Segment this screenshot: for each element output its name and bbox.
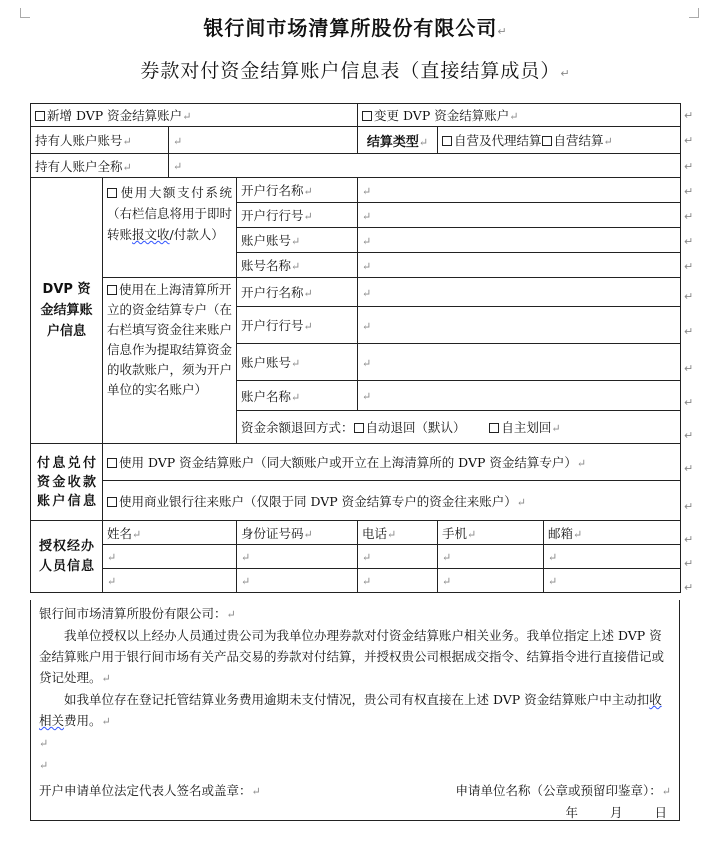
paragraph-mark: ↵	[107, 575, 117, 588]
dvp-large-payment-option[interactable]	[103, 178, 237, 278]
agent-col-label: 电话	[362, 525, 388, 541]
row-agent-header	[31, 521, 681, 545]
holder-full-name-label-cell	[31, 154, 169, 178]
dvp-large-field-account-name	[237, 253, 358, 278]
row-holder-full-name	[31, 154, 681, 178]
paragraph-mark: ↵	[291, 390, 301, 404]
paragraph-mark: ↵	[442, 575, 452, 588]
page-corner-mark	[689, 8, 699, 18]
payment-option2-cell[interactable]	[103, 481, 681, 521]
dvp-shclear-text	[107, 280, 232, 400]
paragraph-mark: ↵	[251, 785, 261, 798]
document-subtitle	[0, 56, 711, 83]
agent-email-input[interactable]	[544, 545, 681, 569]
legal-rep-signature[interactable]	[39, 780, 261, 802]
payment-commercial-label: 使用商业银行往来账户（仅限于同 DVP 资金结算专户的资金往来账户）	[119, 493, 517, 509]
paragraph-mark: ↵	[684, 462, 694, 475]
field-label: 账户账号	[241, 233, 292, 248]
agent-col-label: 身份证号码	[241, 525, 304, 541]
declaration-para2	[39, 689, 671, 732]
paragraph-mark: ↵	[182, 110, 192, 123]
row-payment-option1	[31, 444, 681, 481]
dvp-sh-bank-name-input[interactable]	[358, 278, 681, 307]
paragraph-mark: ↵	[303, 210, 313, 223]
agent-mobile-input[interactable]	[438, 545, 544, 569]
paragraph-mark: ↵	[573, 527, 583, 541]
agent-id-input[interactable]	[237, 545, 358, 569]
refund-manual-label: 自主划回	[501, 420, 552, 435]
paragraph-mark: ↵	[684, 500, 694, 513]
field-label: 开户行行号	[241, 318, 304, 333]
paragraph-mark: ↵	[362, 551, 372, 564]
paragraph-mark: ↵	[684, 260, 694, 273]
document-title	[0, 12, 711, 41]
dvp-shclear-option[interactable]	[103, 278, 237, 444]
paragraph-mark: ↵	[684, 533, 694, 546]
legal-rep-label: 开户申请单位法定代表人签名或盖章：	[39, 783, 252, 798]
agent-col-label: 姓名	[107, 525, 133, 541]
field-label: 账户名称	[241, 388, 292, 404]
paragraph-mark: ↵	[684, 160, 694, 173]
paragraph-mark: ↵	[684, 109, 694, 122]
paragraph-mark: ↵	[362, 356, 372, 370]
table-row	[31, 569, 681, 593]
paragraph-mark: ↵	[684, 557, 694, 570]
payment-dvp-checkbox[interactable]	[107, 458, 117, 468]
self-settlement-label: 自营结算	[553, 133, 604, 148]
change-account-label: 变更 DVP 资金结算账户	[374, 108, 510, 123]
paragraph-mark: ↵	[241, 575, 251, 588]
paragraph-mark: ↵	[516, 495, 526, 509]
settlement-type-label: 结算类型	[366, 134, 419, 150]
page-corner-mark	[20, 8, 30, 18]
dvp-large-bank-name-input[interactable]	[358, 178, 681, 203]
holder-account-no-input[interactable]	[169, 127, 358, 154]
paragraph-mark: ↵	[101, 715, 111, 728]
agent-col-label: 手机	[442, 525, 468, 541]
paragraph-mark: ↵	[548, 551, 558, 564]
paragraph-mark: ↵	[509, 110, 519, 123]
dvp-sh-field-bank-name	[237, 278, 358, 307]
row-account-action	[31, 104, 681, 127]
paragraph-mark: ↵	[122, 135, 132, 148]
paragraph-mark: ↵	[418, 135, 429, 149]
paragraph-mark: ↵	[560, 67, 571, 80]
paragraph-mark: ↵	[122, 160, 132, 174]
agent-name-input[interactable]	[103, 545, 237, 569]
new-account-checkbox[interactable]	[35, 111, 45, 121]
paragraph-mark: ↵	[362, 184, 372, 198]
paragraph-mark: ↵	[173, 160, 183, 173]
paragraph-mark: ↵	[173, 134, 183, 148]
dvp-large-account-name-input[interactable]	[358, 253, 681, 278]
paragraph-mark: ↵	[362, 259, 372, 273]
paragraph-mark: ↵	[362, 286, 372, 300]
paragraph-mark: ↵	[39, 737, 49, 750]
row-dvp-sh-bank-name	[31, 278, 681, 307]
signature-row	[39, 780, 671, 802]
shclear-label: 使用在上海清算所开立的资金结算专户（在右栏填写资金往来账户信息作为提取结算资金的收款账户，须为开户单位的实名账户）	[107, 282, 233, 397]
paragraph-mark: ↵	[684, 429, 694, 442]
payment-dvp-label: 使用 DVP 资金结算账户（同大额账户或开立在上海清算所的 DVP 资金结算专户）	[119, 455, 577, 470]
agent-col-name	[103, 521, 237, 545]
row-payment-option2	[31, 481, 681, 521]
large-payment-label: 使用大额支付系统（右栏信息将用于即时转账报文收/付款人）	[107, 185, 233, 242]
agent-section-label-cell	[31, 521, 103, 593]
paragraph-mark: ↵	[291, 235, 301, 248]
agent-phone-input[interactable]	[358, 545, 438, 569]
agent-id-input[interactable]	[237, 569, 358, 593]
payment-commercial-checkbox[interactable]	[107, 497, 117, 507]
document-subtitle-text: 券款对付资金结算账户信息表（直接结算成员）	[140, 60, 561, 82]
paragraph-mark: ↵	[684, 396, 694, 409]
agent-col-email	[544, 521, 681, 545]
para2-squiggle-text: 收相关	[39, 692, 662, 728]
paragraph-mark: ↵	[497, 25, 508, 38]
change-account-checkbox[interactable]	[362, 111, 372, 121]
paragraph-mark: ↵	[303, 527, 313, 541]
settlement-type-options	[438, 127, 681, 154]
proxy-settlement-label: 自营及代理结算	[454, 133, 542, 148]
field-label: 账号名称	[241, 258, 292, 273]
table-row	[31, 545, 681, 569]
paragraph-mark: ↵	[551, 422, 561, 435]
paragraph-mark: ↵	[291, 260, 301, 273]
para1-text: 我单位授权以上经办人员通过贵公司为我单位办理券款对付资金结算账户相关业务。我单位指定上述 DVP 资金结算账户用于银行间市场有关产品交易的券款对付结算，并授权贵公司根据成交指令、结算指令进行直接借记或贷记处理。	[39, 628, 665, 685]
applicant-seal-label: 申请单位名称（公章或预留印鉴章）：	[455, 783, 662, 798]
paragraph-mark: ↵	[303, 185, 313, 198]
paragraph-mark: ↵	[101, 672, 111, 685]
dvp-sh-account-name-input[interactable]	[358, 381, 681, 411]
holder-account-no-label-cell	[31, 127, 169, 154]
para2-text-end: 费用。	[64, 713, 102, 728]
refund-auto-checkbox[interactable]	[354, 423, 364, 433]
refund-method-label: 资金余额退回方式：	[241, 420, 354, 435]
agent-col-phone	[358, 521, 438, 545]
declaration-block	[30, 600, 680, 821]
dvp-large-field-bank-code	[237, 203, 358, 228]
change-account-cell[interactable]	[358, 104, 681, 127]
field-label: 开户行行号	[241, 208, 304, 223]
field-label: 账户账号	[241, 355, 292, 370]
dvp-section-label-cell	[31, 178, 103, 444]
refund-auto-label: 自动退回（默认）	[365, 420, 466, 435]
agent-name-input[interactable]	[103, 569, 237, 593]
paragraph-mark: ↵	[548, 575, 558, 588]
self-settlement-checkbox[interactable]	[542, 136, 552, 146]
dvp-sh-field-account-no	[237, 344, 358, 381]
agent-mobile-input[interactable]	[438, 569, 544, 593]
blank-line	[39, 732, 671, 754]
row-dvp-large-bank-name	[31, 178, 681, 203]
payment-section-label: 付息兑付资金收款账户信息	[37, 455, 96, 509]
date-row[interactable]	[39, 802, 671, 823]
proxy-settlement-checkbox[interactable]	[442, 136, 452, 146]
dvp-section-label: DVP 资金结算账户信息	[40, 282, 93, 339]
paragraph-mark: ↵	[467, 527, 477, 541]
refund-manual-checkbox[interactable]	[489, 423, 499, 433]
paragraph-mark: ↵	[362, 319, 372, 333]
date-month: 月	[609, 805, 623, 820]
paragraph-mark: ↵	[362, 575, 372, 588]
paragraph-mark: ↵	[107, 551, 117, 564]
paragraph-mark: ↵	[684, 210, 694, 223]
agent-phone-input[interactable]	[358, 569, 438, 593]
agent-col-label: 邮箱	[548, 525, 574, 541]
holder-full-name-input[interactable]	[169, 154, 681, 178]
paragraph-mark: ↵	[132, 527, 142, 541]
paragraph-mark: ↵	[362, 234, 372, 248]
addressee-text: 银行间市场清算所股份有限公司：	[39, 606, 227, 621]
settlement-type-label-cell	[358, 127, 438, 154]
declaration-para1	[39, 625, 671, 689]
holder-full-name-label: 持有人账户全称	[35, 158, 123, 174]
dvp-large-bank-code-input[interactable]	[358, 203, 681, 228]
applicant-seal[interactable]	[456, 780, 671, 802]
account-info-table	[30, 103, 681, 593]
dvp-sh-field-bank-code	[237, 307, 358, 344]
dvp-large-field-account-no	[237, 228, 358, 253]
paragraph-mark: ↵	[362, 390, 372, 403]
paragraph-mark: ↵	[576, 457, 587, 470]
date-year: 年	[565, 805, 578, 820]
paragraph-mark: ↵	[387, 527, 397, 541]
para2-text: 如我单位存在登记托管结算业务费用逾期未支付情况，贵公司有权直接在上述 DVP 资金结算账户中主动扣	[64, 692, 650, 707]
paragraph-mark: ↵	[684, 134, 694, 147]
agent-email-input[interactable]	[544, 569, 681, 593]
paragraph-mark: ↵	[303, 287, 313, 300]
dvp-large-payment-text	[107, 182, 232, 245]
dvp-large-account-no-input[interactable]	[358, 228, 681, 253]
paragraph-mark: ↵	[39, 759, 49, 772]
agent-col-id	[237, 521, 358, 545]
new-account-label: 新增 DVP 资金结算账户	[47, 108, 183, 123]
paragraph-mark: ↵	[684, 185, 694, 198]
dvp-large-field-bank-name	[237, 178, 358, 203]
paragraph-mark: ↵	[241, 551, 251, 564]
paragraph-mark: ↵	[442, 551, 452, 564]
dvp-sh-bank-code-input[interactable]	[358, 307, 681, 344]
field-label: 开户行名称	[241, 285, 304, 300]
new-account-cell[interactable]	[31, 104, 358, 127]
row-holder-account-no	[31, 127, 681, 154]
agent-col-mobile	[438, 521, 544, 545]
paragraph-mark: ↵	[684, 235, 694, 248]
paragraph-mark: ↵	[684, 290, 694, 303]
declaration-addressee	[39, 603, 671, 625]
payment-section-label-cell	[31, 444, 103, 521]
paragraph-mark: ↵	[661, 785, 671, 798]
paragraph-mark: ↵	[303, 320, 313, 333]
holder-account-no-label: 持有人账户账号	[35, 133, 123, 148]
large-payment-checkbox[interactable]	[107, 188, 117, 198]
paragraph-mark: ↵	[291, 357, 301, 370]
paragraph-mark: ↵	[684, 581, 694, 594]
date-day: 日	[654, 805, 667, 820]
field-label: 开户行名称	[241, 183, 304, 198]
shclear-checkbox[interactable]	[107, 285, 117, 295]
paragraph-mark: ↵	[684, 325, 694, 338]
agent-section-label: 授权经办人员信息	[39, 538, 94, 574]
document-title-text: 银行间市场清算所股份有限公司	[203, 16, 498, 40]
paragraph-mark: ↵	[362, 209, 372, 223]
blank-line	[39, 754, 671, 776]
refund-method-cell	[237, 411, 681, 444]
dvp-sh-field-account-name	[237, 381, 358, 411]
squiggle-underline: 报文收	[132, 227, 170, 242]
paragraph-mark: ↵	[226, 608, 236, 621]
paragraph-mark: ↵	[684, 362, 694, 375]
paragraph-mark: ↵	[603, 135, 613, 148]
payment-option1-cell[interactable]	[103, 444, 681, 481]
dvp-sh-account-no-input[interactable]	[358, 344, 681, 381]
